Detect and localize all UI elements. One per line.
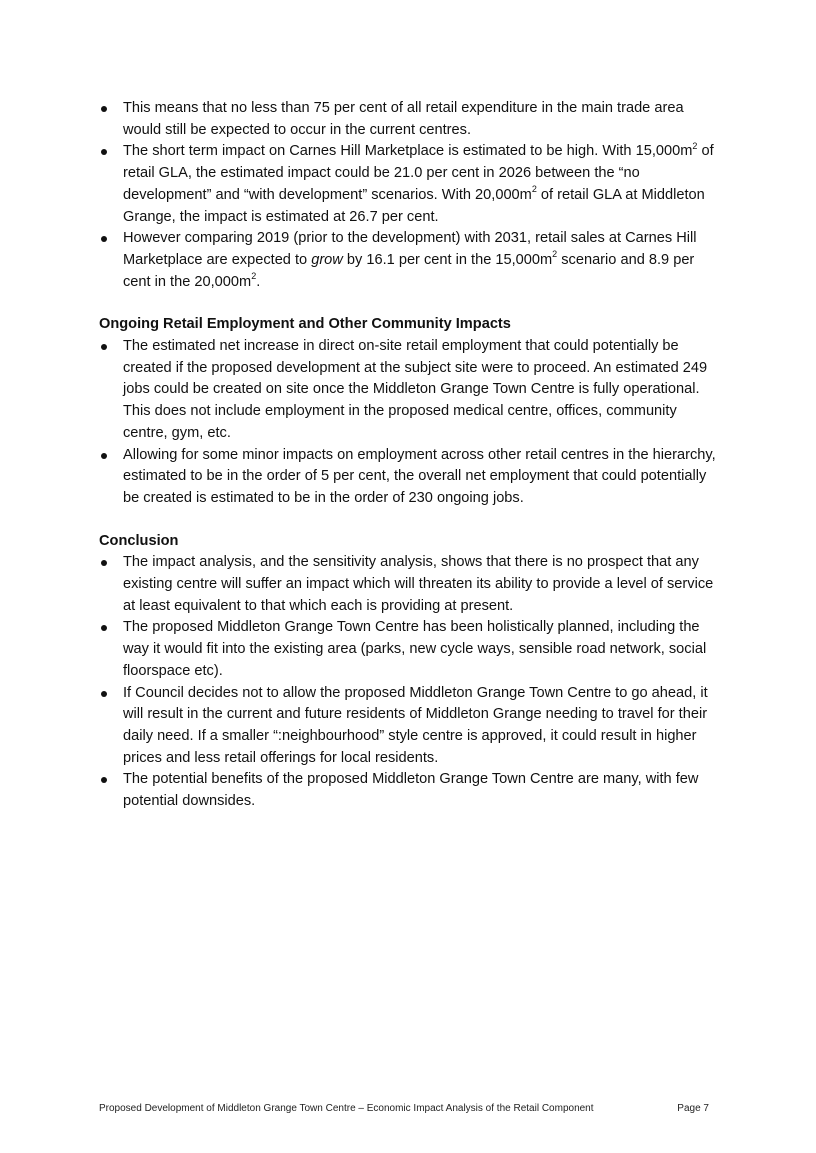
bullet-text: of retail GLA at Middleton Grange, the impact is estimated at 26.7 per cent. [123,186,705,225]
impact-bullet-list [99,98,721,293]
page-content [99,98,721,813]
employment-bullet-list [99,336,721,510]
list-item: The estimated net increase in direct on-site retail employment that could potentially be created if the proposed development at the subject site were to proceed. An estimated 249 jobs could be created on site once the Middleton Grange Town Centre is fully operational. This does not include employment in the proposed medical centre, offices, community centre, gym, etc. [99,336,721,445]
list-item [99,141,721,228]
list-item: The proposed Middleton Grange Town Centre has been holistically planned, including the way it would fit into the existing area (parks, new cycle ways, sensible road network, social floorspace etc). [99,617,721,682]
page-number: Page 7 [677,1103,709,1114]
list-item: The impact analysis, and the sensitivity analysis, shows that there is no prospect that any existing centre will suffer an impact which will threaten its ability to provide a level of service at least equivalent to that which each is providing at present. [99,552,721,617]
bullet-text: However comparing 2019 (prior to the development) with 2031, retail sales at Carnes Hill Marketplace are expected to [123,230,697,268]
list-item: If Council decides not to allow the proposed Middleton Grange Town Centre to go ahead, it will result in the current and future residents of Middleton Grange needing to travel for their daily need. If a smaller “:neighbourhood” style centre is approved, it could result in higher prices and less retail offerings for local residents. [99,683,721,770]
bullet-text: of retail GLA, the estimated impact could be 21.0 per cent in 2026 between the “no development” and “with development” scenarios. With 20,000m [123,143,714,203]
superscript: 2 [531,183,537,194]
section-heading-employment: Ongoing Retail Employment and Other Community Impacts [99,316,511,333]
bullet-text: by 16.1 per cent in the 15,000m [342,251,553,268]
emphasis: grow [311,251,343,268]
list-item: Allowing for some minor impacts on employment across other retail centres in the hierarchy, estimated to be in the order of 5 per cent, the overall net employment that could potentially be created is estimated to be in the order of 230 ongoing jobs. [99,445,721,510]
spacer [99,293,721,314]
bullet-text: scenario and 8.9 per cent in the 20,000m [123,251,695,290]
superscript: 2 [692,140,698,151]
bullet-text: . [256,273,261,290]
conclusion-bullet-list [99,552,721,812]
bullet-text: This means that no less than 75 per cent of all retail expenditure in the main trade area would still be expected to occur in the current centres. [123,100,684,138]
list-item [99,228,721,293]
footer-title: Proposed Development of Middleton Grange Town Centre – Economic Impact Analysis of the Retail Component [99,1103,594,1114]
list-item [99,98,721,141]
superscript: 2 [552,249,558,260]
list-item: The potential benefits of the proposed Middleton Grange Town Centre are many, with few potential downsides. [99,769,721,812]
spacer [99,510,721,531]
bullet-text: The short term impact on Carnes Hill Marketplace is estimated to be high. With 15,000m [123,143,693,160]
superscript: 2 [251,270,257,281]
section-heading-conclusion: Conclusion [99,532,179,549]
